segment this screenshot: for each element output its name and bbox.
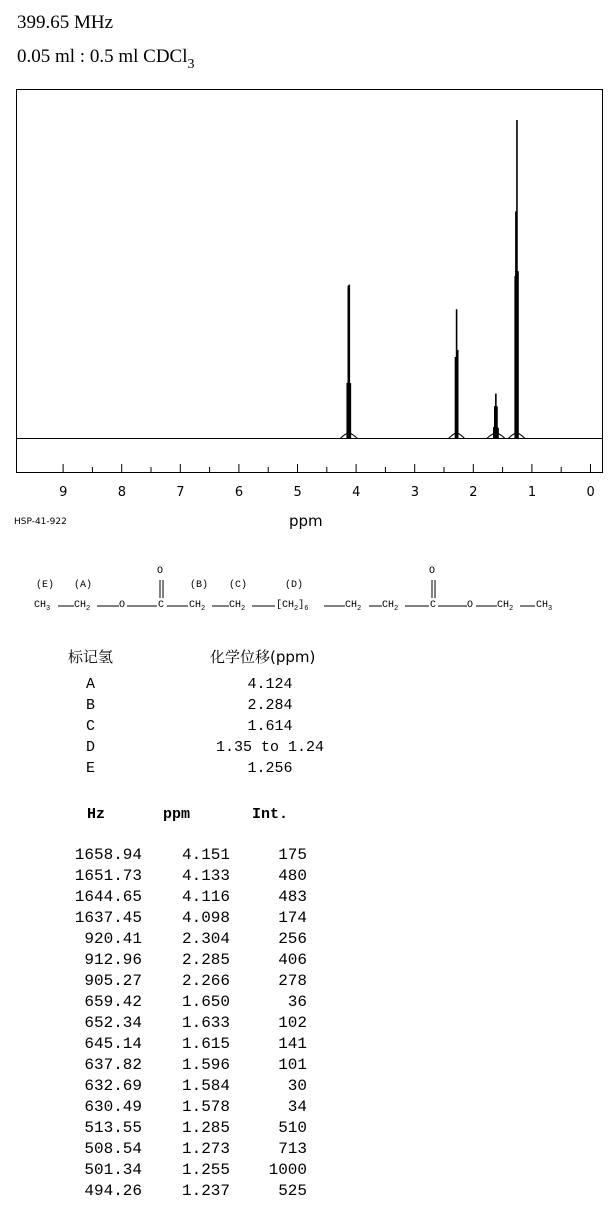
cell-hz: 637.82 — [84, 1056, 142, 1074]
x-tick-label: 8 — [117, 485, 126, 500]
table-row — [0, 1140, 615, 1161]
cell-ppm: 4.151 — [181, 846, 230, 864]
cell-int: 1000 — [268, 1161, 307, 1179]
table-row — [0, 1056, 615, 1077]
cell-hz: 912.96 — [84, 951, 142, 969]
assign-label: A — [86, 676, 96, 693]
table-row — [0, 993, 615, 1014]
group-ch2-a: $CH_2$ — [74, 600, 91, 613]
label-b: (B) — [190, 580, 209, 591]
spectrum-id: HSP-41-922 — [14, 517, 67, 527]
assign-label: E — [86, 760, 96, 777]
cell-ppm: 4.098 — [181, 909, 230, 927]
group-o-2: O — [467, 600, 474, 611]
cell-hz: 494.26 — [84, 1182, 142, 1200]
cell-hz: 508.54 — [84, 1140, 142, 1158]
peak-header-int: Int. — [252, 806, 289, 823]
sample-description — [17, 46, 195, 73]
assign-shift: 1.614 — [247, 718, 293, 735]
cell-ppm: 1.273 — [181, 1140, 230, 1158]
cell-hz: 513.55 — [84, 1119, 142, 1137]
assign-label: C — [86, 718, 96, 735]
cell-hz: 652.34 — [84, 1014, 142, 1032]
cell-hz: 1658.94 — [74, 846, 142, 864]
assign-shift: 4.124 — [247, 676, 293, 693]
peak-header-ppm: ppm — [163, 806, 191, 823]
group-ch2-c2: $CH_2$ — [345, 600, 362, 613]
cell-int: 483 — [278, 888, 307, 906]
group-c-1: C — [158, 600, 165, 611]
cell-ppm: 2.304 — [181, 930, 230, 948]
cell-ppm: 4.116 — [181, 888, 230, 906]
sample-main: 0.05 ml : 0.5 ml CDCl — [17, 46, 188, 67]
label-e: (E) — [36, 580, 55, 591]
cell-hz: 659.42 — [84, 993, 142, 1011]
label-a: (A) — [74, 580, 93, 591]
x-tick-label: 7 — [176, 485, 185, 500]
cell-hz: 1637.45 — [74, 909, 142, 927]
cell-int: 525 — [278, 1182, 307, 1200]
cell-hz: 1651.73 — [74, 867, 142, 885]
label-c: (C) — [229, 580, 248, 591]
cell-int: 278 — [278, 972, 307, 990]
cell-ppm: 1.578 — [181, 1098, 230, 1116]
cell-ppm: 2.285 — [181, 951, 230, 969]
cell-int: 713 — [278, 1140, 307, 1158]
x-tick-label: 1 — [527, 485, 537, 500]
spectrum-peaks — [347, 120, 518, 439]
x-tick-label: 5 — [293, 485, 302, 500]
table-row — [0, 1014, 615, 1035]
table-row — [0, 1035, 615, 1056]
assign-label: B — [86, 697, 96, 714]
table-row — [0, 1161, 615, 1182]
x-tick-label: 4 — [352, 485, 361, 500]
cell-ppm: 1.633 — [181, 1014, 230, 1032]
assign-header-label: 标记氢 — [68, 648, 114, 666]
label-d: (D) — [285, 580, 304, 591]
table-row — [0, 1077, 615, 1098]
carbonyl-oxygen-2: O — [429, 566, 436, 577]
table-row — [0, 1098, 615, 1119]
cell-ppm: 2.266 — [181, 972, 230, 990]
table-row — [0, 972, 615, 993]
table-row — [0, 951, 615, 972]
cell-int: 30 — [287, 1077, 307, 1095]
cell-ppm: 4.133 — [181, 867, 230, 885]
carbonyl-oxygen-1: O — [157, 566, 164, 577]
peak-header-hz: Hz — [87, 806, 106, 823]
cell-hz: 1644.65 — [74, 888, 142, 906]
assign-shift: 2.284 — [247, 697, 293, 714]
x-tick-label: 2 — [469, 485, 478, 500]
cell-ppm: 1.584 — [181, 1077, 230, 1095]
group-ch2-a2: $CH_2$ — [497, 600, 514, 613]
cell-hz: 632.69 — [84, 1077, 142, 1095]
group-ch3-e: $CH_3$ — [34, 600, 51, 613]
cell-hz: 501.34 — [84, 1161, 142, 1179]
sample-subscript: 3 — [187, 57, 195, 72]
table-row — [0, 846, 615, 867]
cell-int: 102 — [278, 1014, 307, 1032]
group-ch2-d: $[CH_2]_6$ — [276, 600, 309, 613]
cell-ppm: 1.596 — [181, 1056, 230, 1074]
x-tick-label: 0 — [586, 485, 595, 500]
group-c-2: C — [430, 600, 437, 611]
cell-int: 406 — [278, 951, 307, 969]
cell-int: 34 — [287, 1098, 307, 1116]
group-ch2-b2: $CH_2$ — [382, 600, 399, 613]
cell-int: 101 — [278, 1056, 307, 1074]
table-row — [0, 888, 615, 909]
group-ch3-e2: $CH_3$ — [536, 600, 553, 613]
table-row — [0, 930, 615, 951]
assign-label: D — [86, 739, 96, 756]
nmr-spectrum-chart — [0, 80, 615, 510]
cell-ppm: 1.237 — [181, 1182, 230, 1200]
cell-int: 480 — [278, 867, 307, 885]
cell-int: 510 — [278, 1119, 307, 1137]
assign-header-shift: 化学位移(ppm) — [210, 648, 316, 666]
group-o-1: O — [119, 600, 126, 611]
table-row — [0, 909, 615, 930]
x-axis-ticks — [63, 464, 590, 472]
cell-ppm: 1.285 — [181, 1119, 230, 1137]
cell-hz: 645.14 — [84, 1035, 142, 1053]
cell-int: 141 — [278, 1035, 307, 1053]
x-axis-label: ppm — [289, 512, 323, 530]
group-ch2-c: $CH_2$ — [229, 600, 246, 613]
cell-hz: 905.27 — [84, 972, 142, 990]
assign-shift: 1.35 to 1.24 — [215, 739, 325, 756]
spectrometer-frequency: 399.65 MHz — [17, 12, 114, 33]
cell-int: 174 — [278, 909, 307, 927]
x-tick-label: 3 — [410, 485, 419, 500]
cell-int: 175 — [278, 846, 307, 864]
cell-ppm: 1.615 — [181, 1035, 230, 1053]
cell-hz: 920.41 — [84, 930, 142, 948]
assign-shift: 1.256 — [247, 760, 293, 777]
x-tick-label: 6 — [234, 485, 244, 500]
cell-hz: 630.49 — [84, 1098, 142, 1116]
table-row — [0, 867, 615, 888]
cell-ppm: 1.255 — [181, 1161, 230, 1179]
table-row — [0, 1119, 615, 1140]
x-tick-label: 9 — [59, 485, 68, 500]
cell-int: 36 — [287, 993, 307, 1011]
cell-int: 256 — [278, 930, 307, 948]
group-ch2-b: $CH_2$ — [189, 600, 206, 613]
cell-ppm: 1.650 — [181, 993, 230, 1011]
table-row — [0, 1182, 615, 1203]
